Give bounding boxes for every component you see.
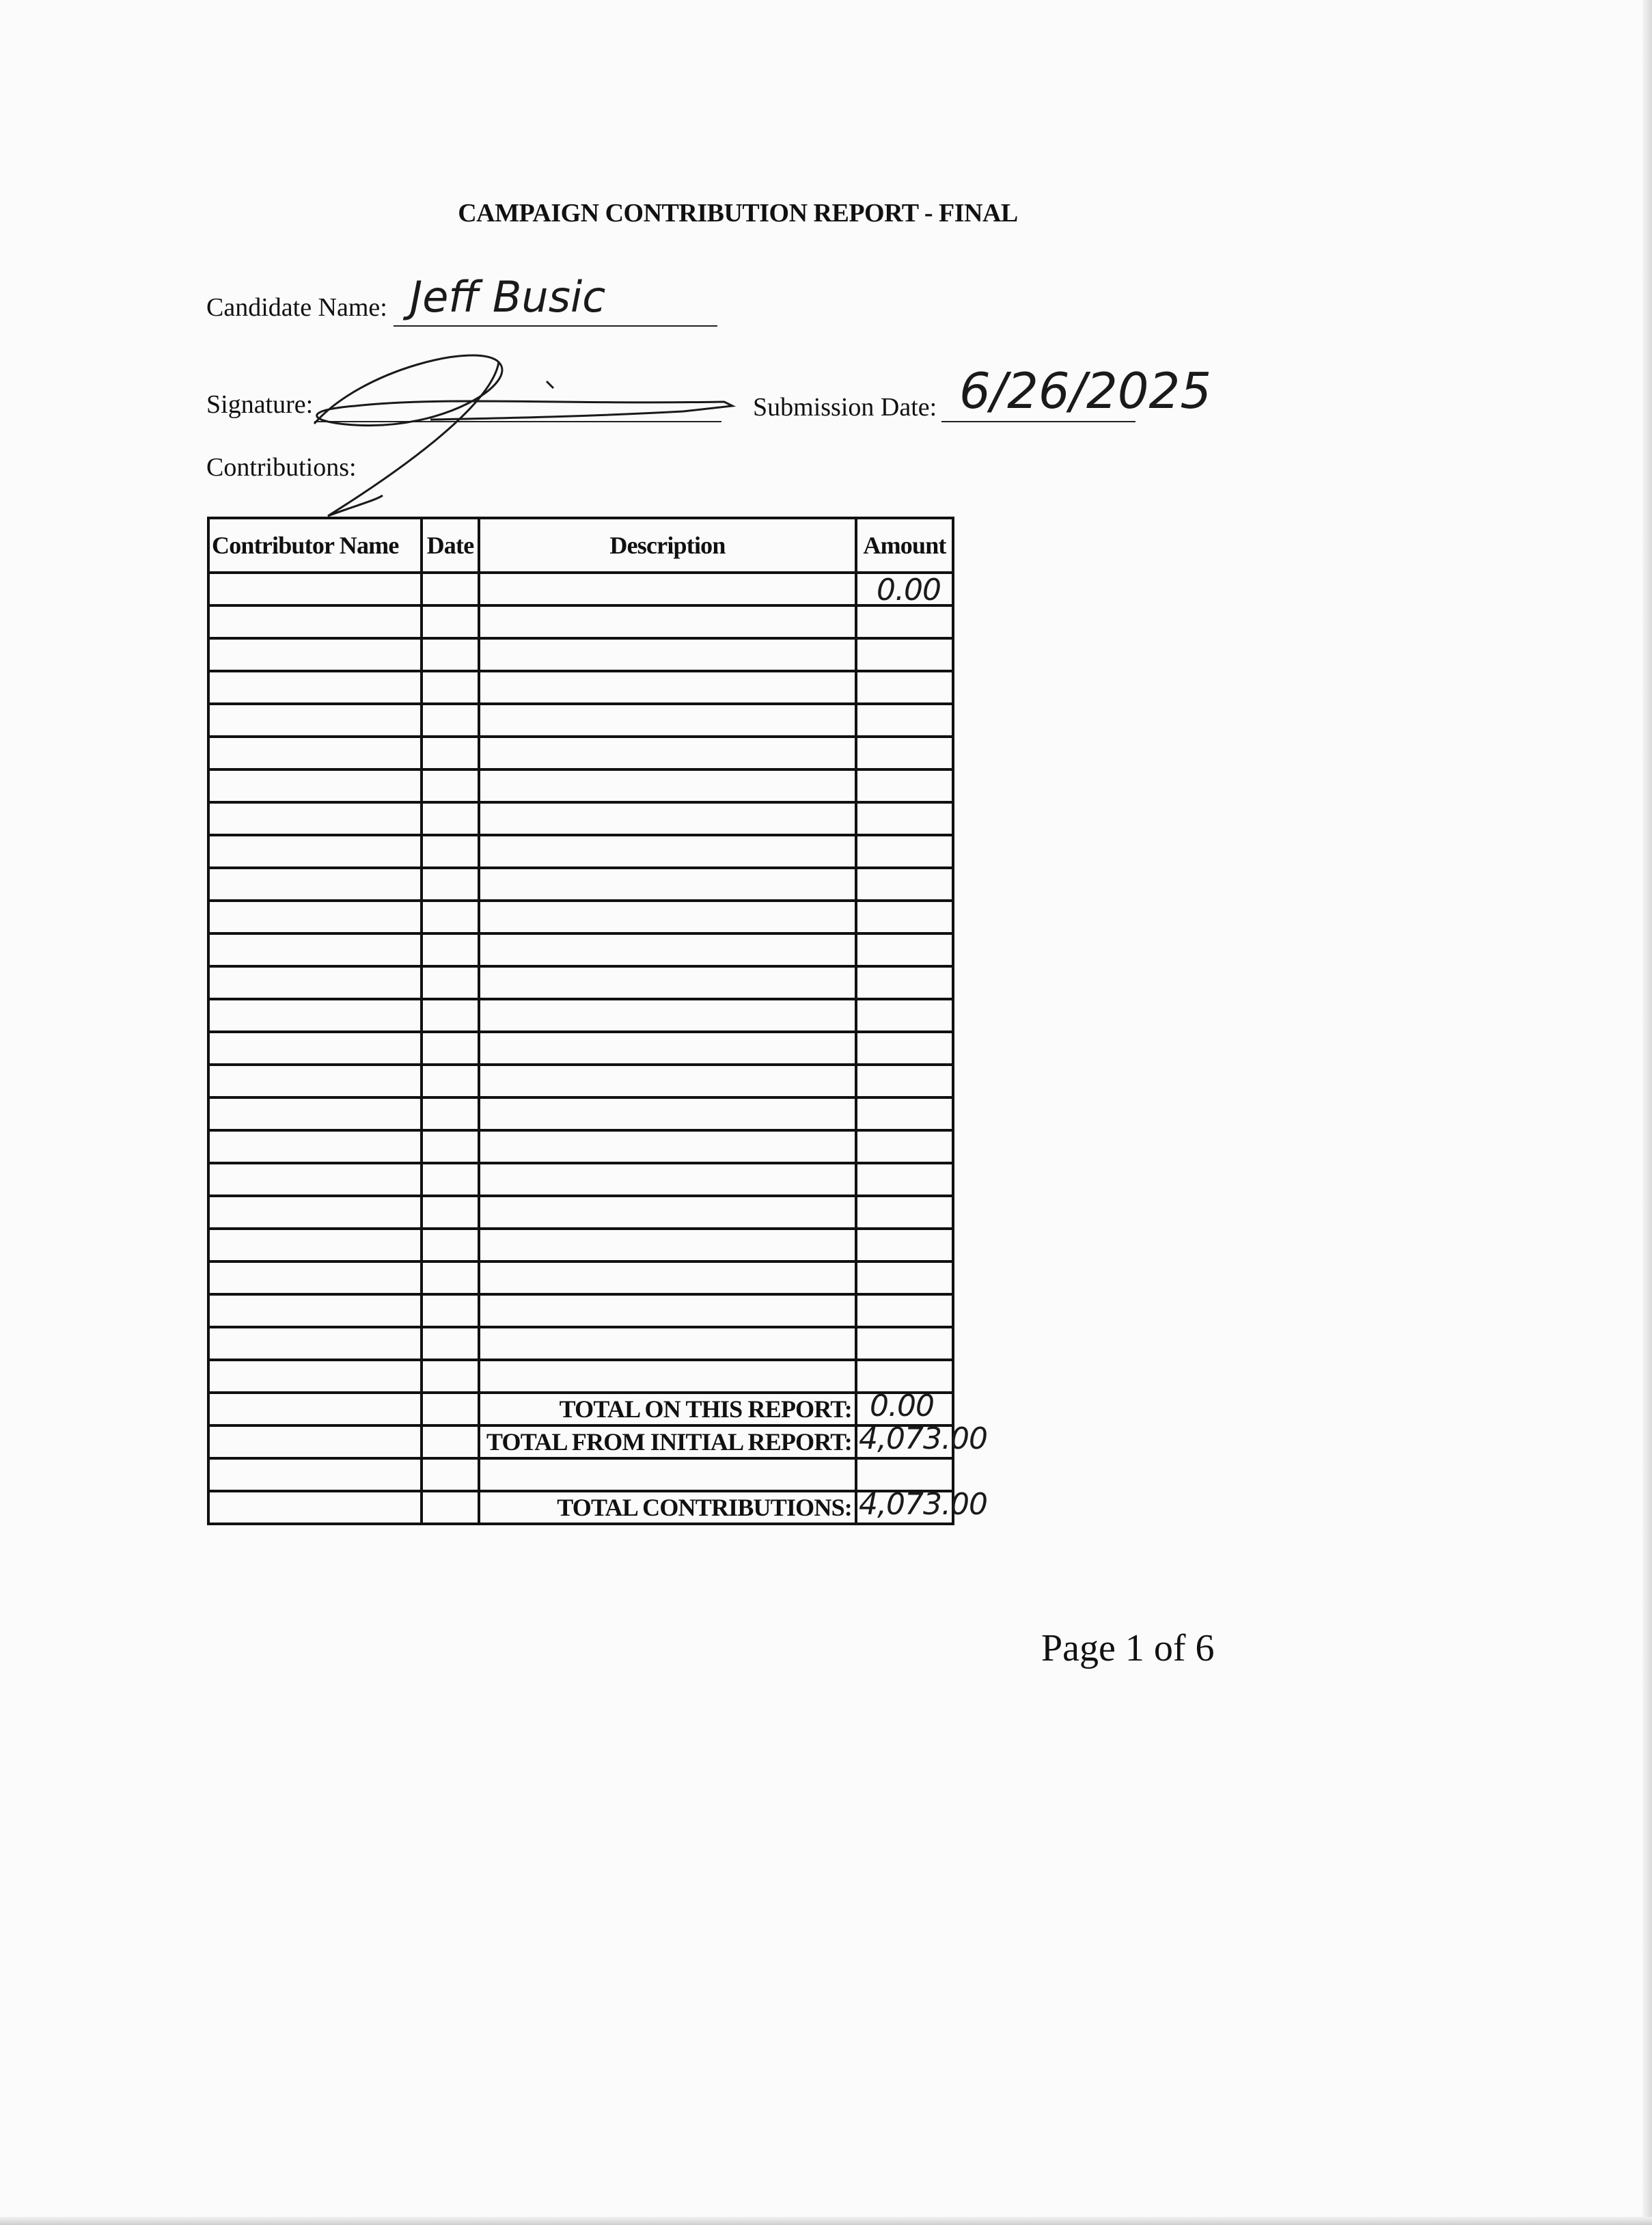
contributor-name-cell	[208, 573, 422, 605]
table-row	[208, 1065, 953, 1097]
amount-cell	[856, 573, 953, 608]
total-this-report-value: 0.00	[870, 1389, 934, 1423]
table-row	[208, 769, 953, 802]
candidate-name-value: Jeff Busic	[410, 272, 606, 322]
total-this-report-label: TOTAL ON THIS REPORT:	[479, 1393, 856, 1425]
header-amount: Amount	[856, 518, 953, 573]
page-bottom-shadow	[0, 2217, 1652, 2225]
table-row	[208, 704, 953, 737]
total-initial-report-row	[208, 1425, 953, 1458]
table-row	[208, 1196, 953, 1229]
description-cell	[479, 573, 856, 605]
total-this-report-row	[208, 1393, 953, 1425]
table-row	[208, 835, 953, 868]
table-row	[208, 1097, 953, 1130]
amount-value: 0.00	[877, 573, 941, 608]
table-row	[208, 933, 953, 966]
table-row	[208, 1261, 953, 1294]
total-contributions-row	[208, 1491, 953, 1524]
total-initial-report-value: 4,073.00	[859, 1421, 987, 1456]
page-edge-shadow	[1642, 0, 1652, 2225]
page-number: Page 1 of 6	[1041, 1627, 1215, 1669]
total-initial-report-label: TOTAL FROM INITIAL REPORT:	[479, 1425, 856, 1458]
table-row	[208, 1327, 953, 1360]
submission-date-underline	[941, 421, 1135, 422]
table-row	[208, 1294, 953, 1327]
submission-date-label: Submission Date:	[753, 393, 937, 422]
table-header-row	[208, 518, 953, 573]
table-row	[208, 671, 953, 704]
contributions-table	[207, 517, 987, 1525]
submission-date-value: 6/26/2025	[959, 362, 1212, 420]
candidate-name-underline	[394, 325, 717, 327]
table-row	[208, 638, 953, 671]
table-row	[208, 1032, 953, 1065]
table-row	[208, 1163, 953, 1196]
table-row	[208, 1130, 953, 1163]
table-row	[208, 573, 953, 605]
table-row	[208, 1458, 953, 1491]
table-row	[208, 802, 953, 835]
candidate-name-label: Candidate Name:	[206, 293, 387, 322]
signature-label: Signature:	[206, 390, 314, 419]
total-contributions-value: 4,073.00	[859, 1487, 987, 1522]
total-contributions-label: TOTAL CONTRIBUTIONS:	[479, 1491, 856, 1524]
signature-image	[273, 349, 752, 526]
contributions-label: Contributions:	[206, 453, 357, 482]
table-row	[208, 901, 953, 933]
header-description: Description	[479, 518, 856, 573]
table-row	[208, 737, 953, 769]
header-date: Date	[422, 518, 479, 573]
report-title: CAMPAIGN CONTRIBUTION REPORT - FINAL	[458, 199, 1018, 228]
table-row	[208, 868, 953, 901]
date-cell	[422, 573, 479, 605]
table-row	[208, 605, 953, 638]
header-contributor-name: Contributor Name	[208, 518, 422, 573]
table-row	[208, 1229, 953, 1261]
table-row	[208, 999, 953, 1032]
table-row	[208, 1360, 953, 1393]
table-row	[208, 966, 953, 999]
